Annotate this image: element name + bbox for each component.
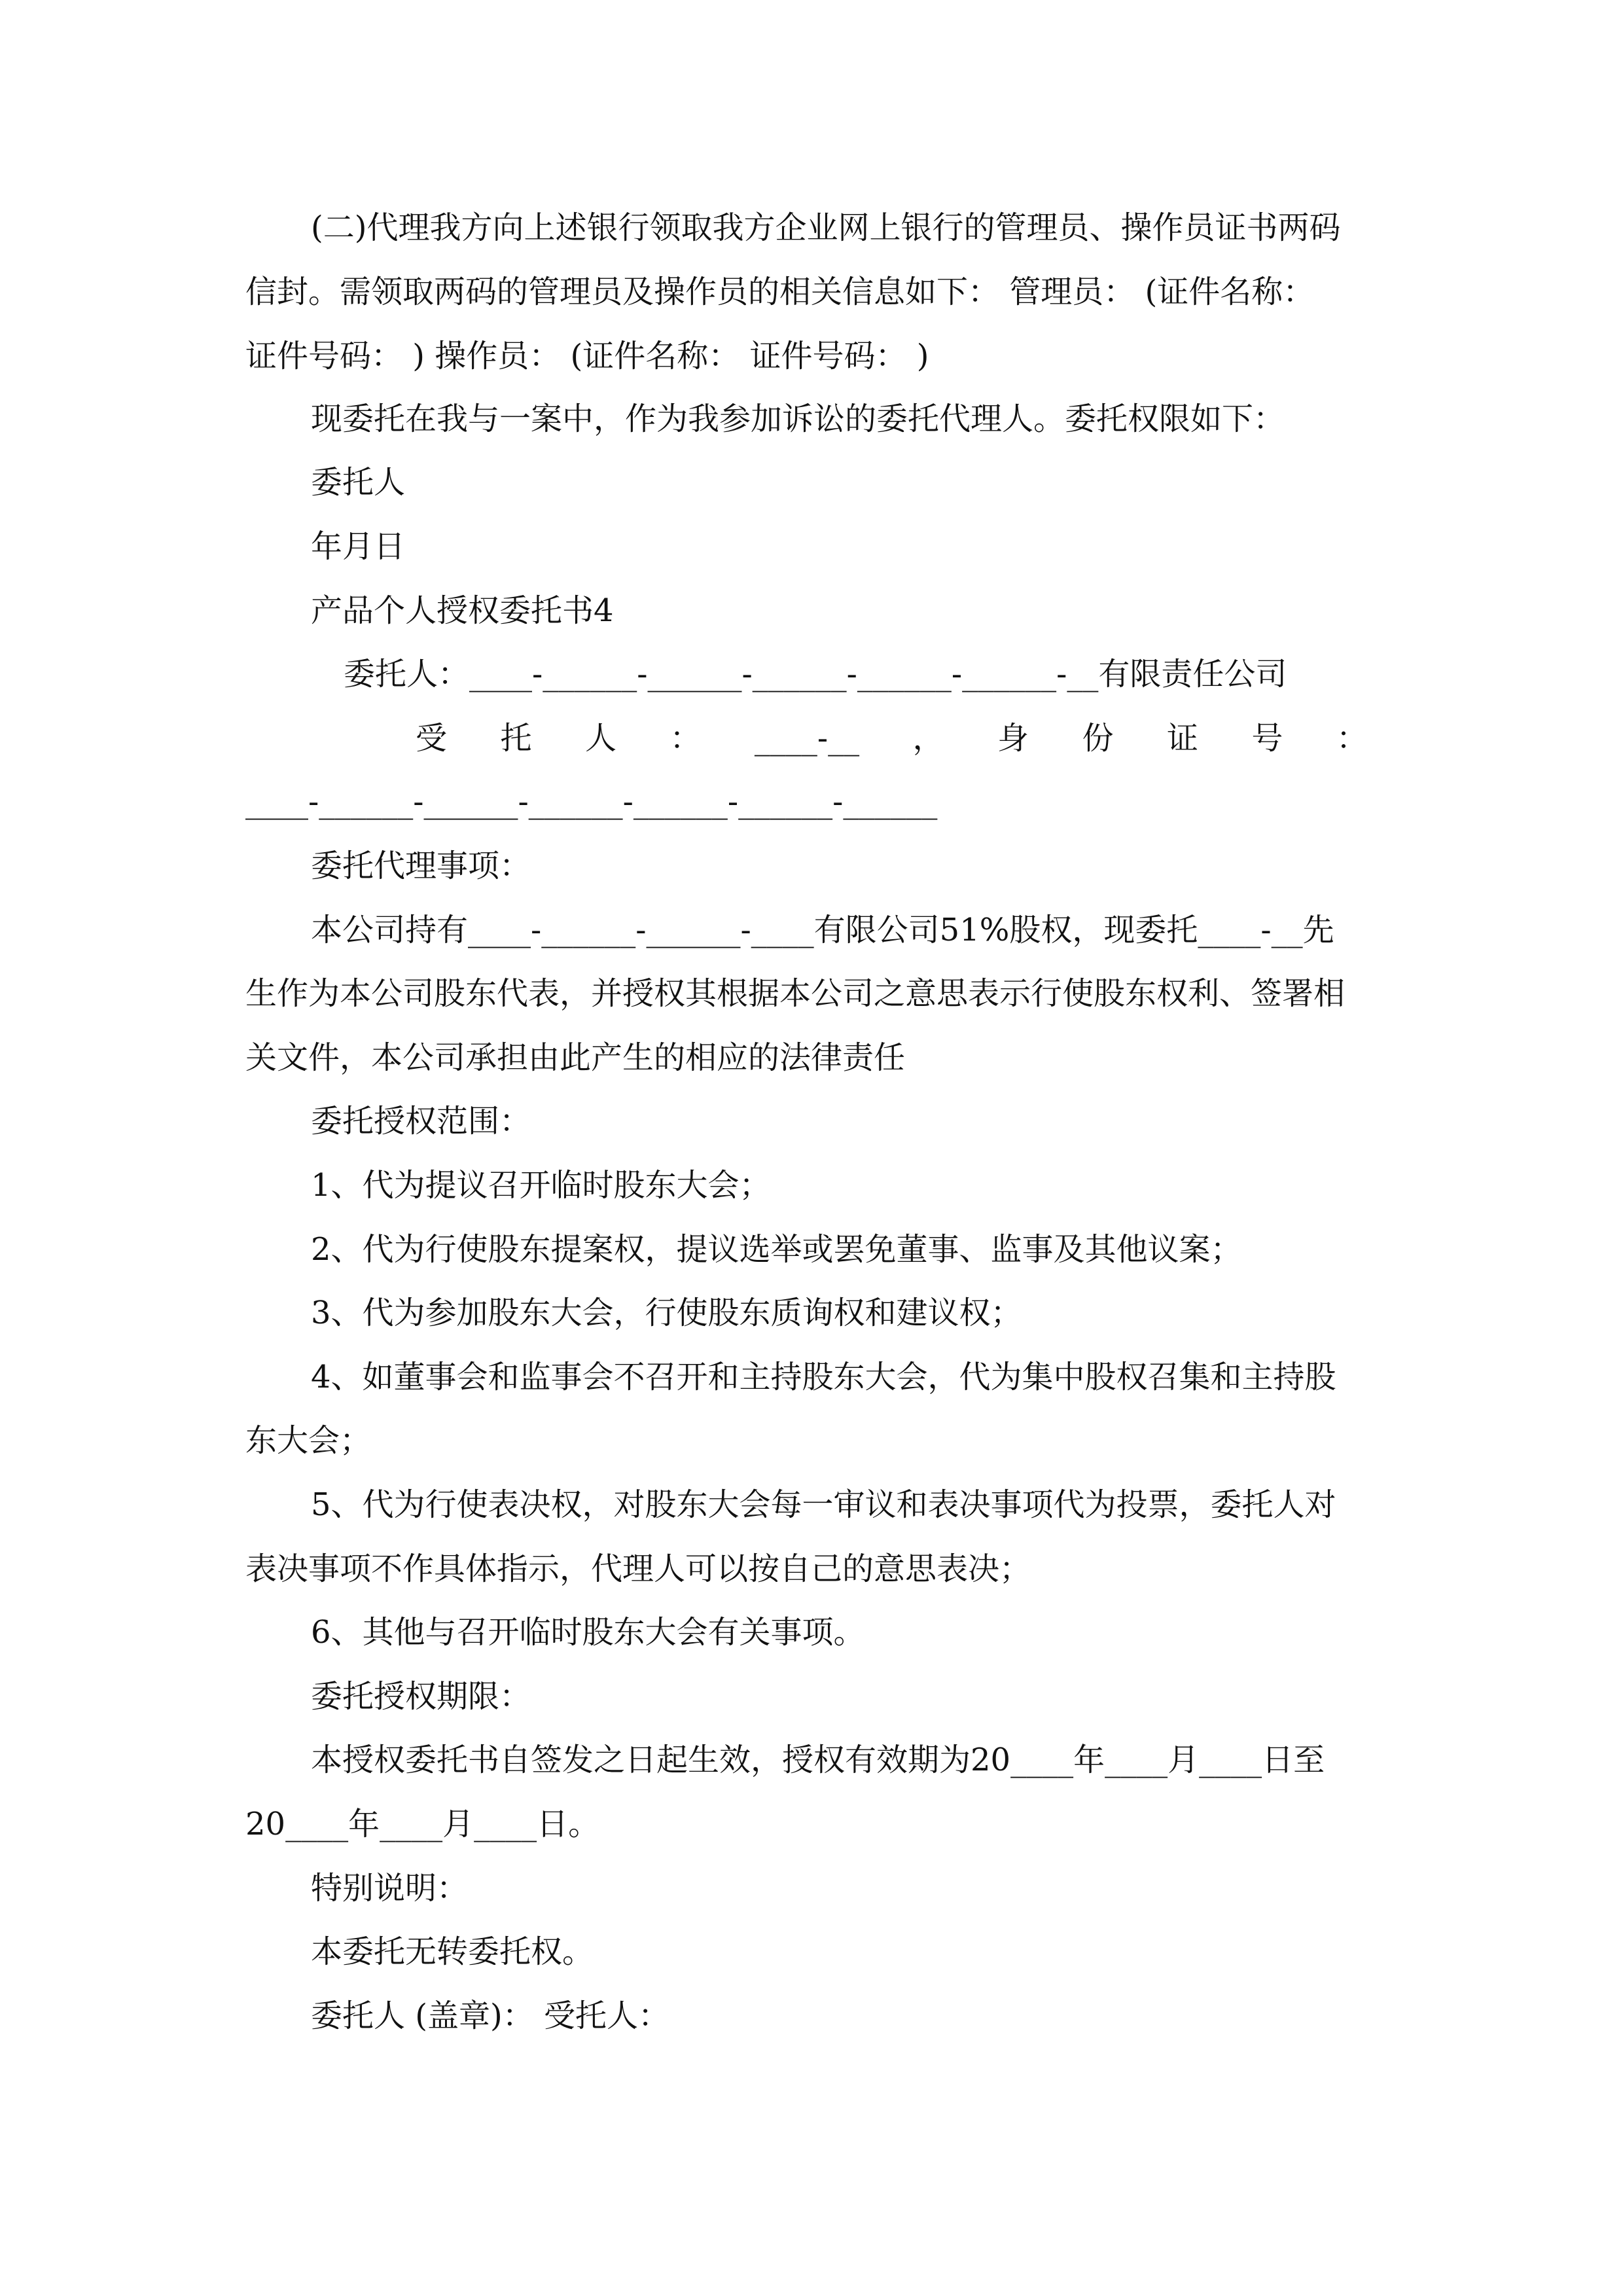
paragraph-line: (二)代理我方向上述银行领取我方企业网上银行的管理员、操作员证书两码 xyxy=(311,209,1341,246)
paragraph-line: 本授权委托书自签发之日起生效，授权有效期为20____年____月____日至 xyxy=(311,1742,1325,1778)
agent-line-char: 托 xyxy=(500,720,532,757)
list-item: 2、代为行使股东提案权，提议选举或罢免董事、监事及其他议案； xyxy=(311,1231,1242,1268)
paragraph-line: 本委托无转委托权。 xyxy=(311,1933,594,1970)
paragraph-line: 委托人 xyxy=(311,464,406,501)
agent-line-char: ： xyxy=(1336,720,1368,757)
paragraph-line: 年月日 xyxy=(311,528,406,565)
paragraph-line: 信封。需领取两码的管理员及操作员的相关信息如下： 管理员： (证件名称： xyxy=(245,274,1315,310)
section-heading: 产品个人授权委托书4 xyxy=(311,592,614,629)
agent-line-char: ____-__ xyxy=(754,720,860,757)
agent-line-char: 身 xyxy=(997,720,1029,757)
agent-line-text xyxy=(416,719,1368,758)
paragraph-line: 20____年____月____日。 xyxy=(245,1806,600,1842)
agent-line-char: 人 xyxy=(584,720,616,757)
principal-line: 委托人：____-______-______-______-______-______-__有限责任公司 xyxy=(344,656,1287,692)
list-item: 5、代为行使表决权，对股东大会每一审议和表决事项代为投票，委托人对 xyxy=(311,1486,1336,1523)
section-heading: 特别说明： xyxy=(311,1870,469,1907)
paragraph-line: 现委托在我与一案中，作为我参加诉讼的委托代理人。委托权限如下： xyxy=(311,401,1285,437)
list-item-continuation: 东大会； xyxy=(245,1422,372,1459)
list-item: 4、如董事会和监事会不召开和主持股东大会，代为集中股权召集和主持股 xyxy=(311,1359,1336,1395)
id-number-blanks: ____-______-______-______-______-______-______ xyxy=(245,783,938,820)
paragraph-line: 关文件，本公司承担由此产生的相应的法律责任 xyxy=(245,1039,906,1076)
agent-line-char: 证 xyxy=(1166,720,1198,757)
section-heading: 委托授权期限： xyxy=(311,1678,531,1715)
paragraph-line: 生作为本公司股东代表，并授权其根据本公司之意思表示行使股东权利、签署相 xyxy=(245,975,1346,1012)
agent-line xyxy=(416,719,1368,758)
paragraph-line: 证件号码： ) 操作员： (证件名称： 证件号码： ) xyxy=(245,338,929,374)
agent-line-char: 受 xyxy=(416,720,448,757)
signature-line: 委托人 (盖章)： 受托人： xyxy=(311,1998,669,2034)
agent-line-char: 份 xyxy=(1082,720,1114,757)
agent-line-char: ： xyxy=(669,720,702,757)
paragraph-line: 本公司持有____-______-______-____有限公司51%股权，现委托____-__先 xyxy=(311,912,1334,948)
section-heading: 委托授权范围： xyxy=(311,1103,531,1139)
agent-line-char: 号 xyxy=(1251,720,1283,757)
list-item: 6、其他与召开临时股东大会有关事项。 xyxy=(311,1614,865,1651)
agent-line-char: ， xyxy=(912,720,944,757)
list-item: 1、代为提议召开临时股东大会； xyxy=(311,1167,771,1204)
section-heading: 委托代理事项： xyxy=(311,848,531,884)
list-item: 3、代为参加股东大会，行使股东质询权和建议权； xyxy=(311,1295,1022,1331)
list-item-continuation: 表决事项不作具体指示，代理人可以按自己的意思表决； xyxy=(245,1551,1031,1587)
